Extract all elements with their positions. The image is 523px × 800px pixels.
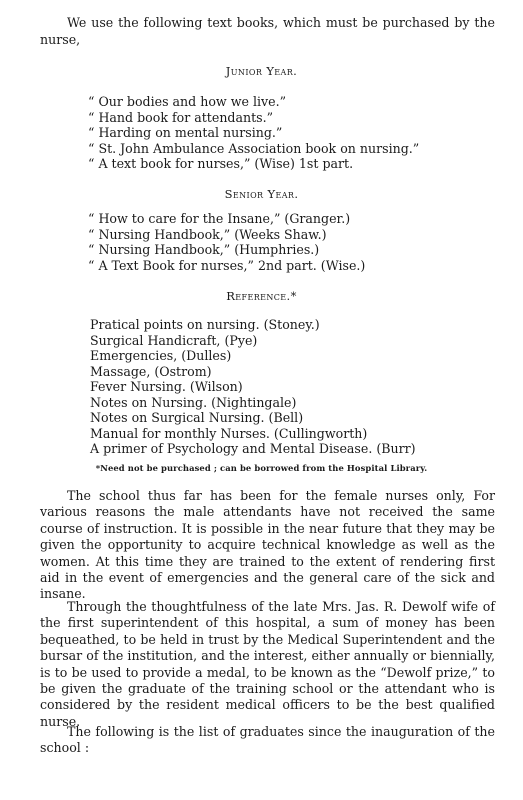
- senior-year-list: [88, 211, 365, 273]
- list-item: “ Harding on mental nursing.”: [88, 125, 283, 140]
- list-item: Emergencies, (Dulles): [90, 348, 232, 363]
- junior-year-list: [88, 94, 419, 172]
- list-item: “ St. John Ambulance Association book on nursing.”: [88, 140, 420, 156]
- senior-year-heading: Senior Year.: [224, 187, 299, 201]
- list-item: “ Hand book for attendants.”: [88, 109, 274, 125]
- list-item: Notes on Nursing. (Nightingale): [90, 394, 297, 410]
- junior-year-heading: Junior Year.: [225, 64, 298, 78]
- footnote: *Need not be purchased ; can be borrowed from the Hospital Library.: [95, 463, 428, 473]
- list-item: “ How to care for the Insane,” (Granger.): [88, 211, 351, 226]
- reference-list: [90, 317, 416, 457]
- list-item: “ Nursing Handbook,” (Weeks Shaw.): [88, 226, 327, 242]
- list-item: “ A Text Book for nurses,” 2nd part. (Wise.): [88, 257, 366, 273]
- list-item: “ Nursing Handbook,” (Humphries.): [88, 242, 320, 257]
- list-item: “ A text book for nurses,” (Wise) 1st part.: [88, 156, 354, 171]
- paragraph-male-attendants: The school thus far has been for the female nurses only, For various reasons the male attendants have not received the same course of instruction. It is possible in the near future that they may be given the opportunity to acquire technical knowledge as well as the women. At this time they are trained to the extent of rendering first aid in the event of emergencies and the general care of the sick and insane.: [40, 488, 495, 602]
- list-item: Fever Nursing. (Wilson): [90, 379, 243, 394]
- list-item: “ Our bodies and how we live.”: [88, 94, 287, 109]
- list-item: A primer of Psychology and Mental Disease. (Burr): [90, 441, 416, 456]
- paragraph-graduates-list: The following is the list of graduates since the inauguration of the school :: [40, 724, 495, 756]
- reference-heading: Reference.*: [226, 289, 297, 303]
- paragraph-dewolf-prize: Through the thoughtfulness of the late Mrs. Jas. R. Dewolf wife of the first superintendent of this hospital, a sum of money has been bequeathed, to be held in trust by the Medical Superintendent and the bursar of the institution, and the interest, either annually or biennially, is to be used to provide a medal, to be known as the “Dewolf prize,” to be given the graduate of the training school or the attendant who is considered by the resident medical officers to be the best qualified nurse.: [40, 599, 495, 729]
- list-item: Surgical Handicraft, (Pye): [90, 332, 258, 348]
- intro-paragraph: We use the following text books, which must be purchased by the nurse,: [40, 15, 495, 47]
- list-item: Massage, (Ostrom): [90, 363, 212, 379]
- list-item: Notes on Surgical Nursing. (Bell): [90, 410, 304, 425]
- list-item: Manual for monthly Nurses. (Cullingworth): [90, 425, 368, 441]
- list-item: Pratical points on nursing. (Stoney.): [90, 317, 320, 332]
